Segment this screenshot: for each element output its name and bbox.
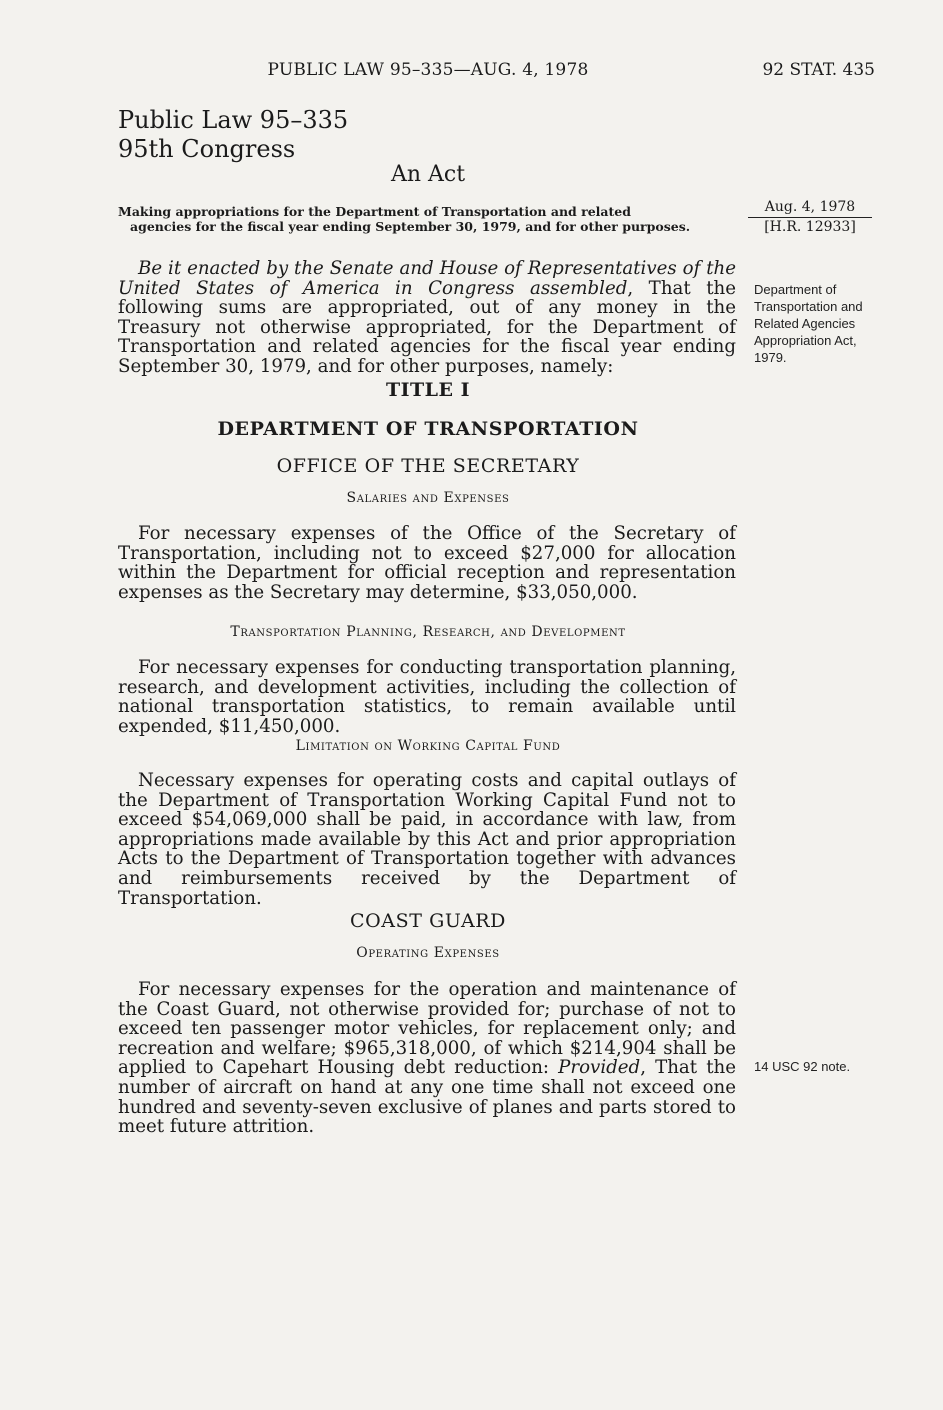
operating-heading: Operating Expenses [356, 945, 500, 961]
salaries-heading: Salaries and Expenses [346, 490, 510, 506]
statute-page-number: 92 STAT. 435 [762, 60, 875, 80]
planning-paragraph [118, 658, 736, 736]
running-head: PUBLIC LAW 95–335—AUG. 4, 1978 [267, 60, 589, 80]
limitation-paragraph [118, 771, 736, 908]
law-number: Public Law 95–335 [118, 106, 349, 134]
enactment-date: Aug. 4, 1978 [764, 199, 856, 215]
limitation-heading: Limitation on Working Capital Fund [295, 738, 561, 754]
department-heading: DEPARTMENT OF TRANSPORTATION [217, 418, 639, 440]
office-heading: OFFICE OF THE SECRETARY [276, 455, 580, 477]
planning-heading: Transportation Planning, Research, and Development [230, 624, 626, 640]
purpose-line-2: agencies for the fiscal year ending September 30, 1979, and for other purposes. [130, 219, 691, 234]
enacting-clause [118, 259, 736, 377]
margin-usc-note: 14 USC 92 note. [754, 1059, 851, 1074]
salaries-paragraph [118, 524, 736, 602]
planning-text: For necessary expenses for conducting transportation planning, research, and development activities, including the collection of national transportation statistics, to remain available until expended, $11,450,000. [118, 657, 736, 737]
coast-guard-heading: COAST GUARD [349, 910, 507, 932]
margin-divider [748, 217, 872, 218]
limitation-text: Necessary expenses for operating costs and capital outlays of the Department of Transportation Working Capital Fund not to exceed $54,069,000 shall be paid, in accordance with law, from appropriations made available by this Act and prior appropriation Acts to the Department of Transportation together with advances and reimbursements received by the Department of Transportation. [118, 770, 736, 909]
operating-text-2: , That the number of aircraft on hand at any one time shall not exceed one hundred and seventy-seven exclusive of planes and parts stored to meet future attrition. [118, 1057, 736, 1138]
congress-number: 95th Congress [118, 135, 296, 163]
operating-provided: Provided [558, 1057, 641, 1079]
operating-paragraph [118, 980, 736, 1137]
margin-date-block [748, 199, 872, 236]
operating-text-1: For necessary expenses for the operation and maintenance of the Coast Guard, not otherwise provided for; purchase of not to exceed ten passenger motor vehicles, for replacement only; and recreation and welfare; $965,318,000, of which $214,904 shall be applied to Capehart Housing debt reduction: [118, 979, 736, 1079]
law-title-block [118, 106, 348, 164]
enacting-italic: Be it enacted by the Senate and House of Representatives of the United States of America in Congress assembled [118, 258, 736, 299]
an-act-heading: An Act [390, 162, 466, 187]
purpose-line-1: Making appropriations for the Department of Transportation and related [118, 204, 631, 219]
title-heading: TITLE I [385, 379, 470, 401]
margin-short-title: Department of Transportation and Related Agencies Appropriation Act, 1979. [754, 282, 863, 365]
act-purpose [118, 204, 736, 234]
salaries-text: For necessary expenses of the Office of the Secretary of Transportation, including not to exceed $27,000 for allocation within the Department for official reception and representation expenses as the Secretary may determine, $33,050,000. [118, 523, 736, 603]
enacting-rest: , That the following sums are appropriated, out of any money in the Treasury not otherwise appropriated, for the Department of Transportation and related agencies for the fiscal year ending September 30, 1979, and for other purposes, namely: [118, 277, 736, 377]
bill-number: [H.R. 12933] [764, 219, 856, 235]
